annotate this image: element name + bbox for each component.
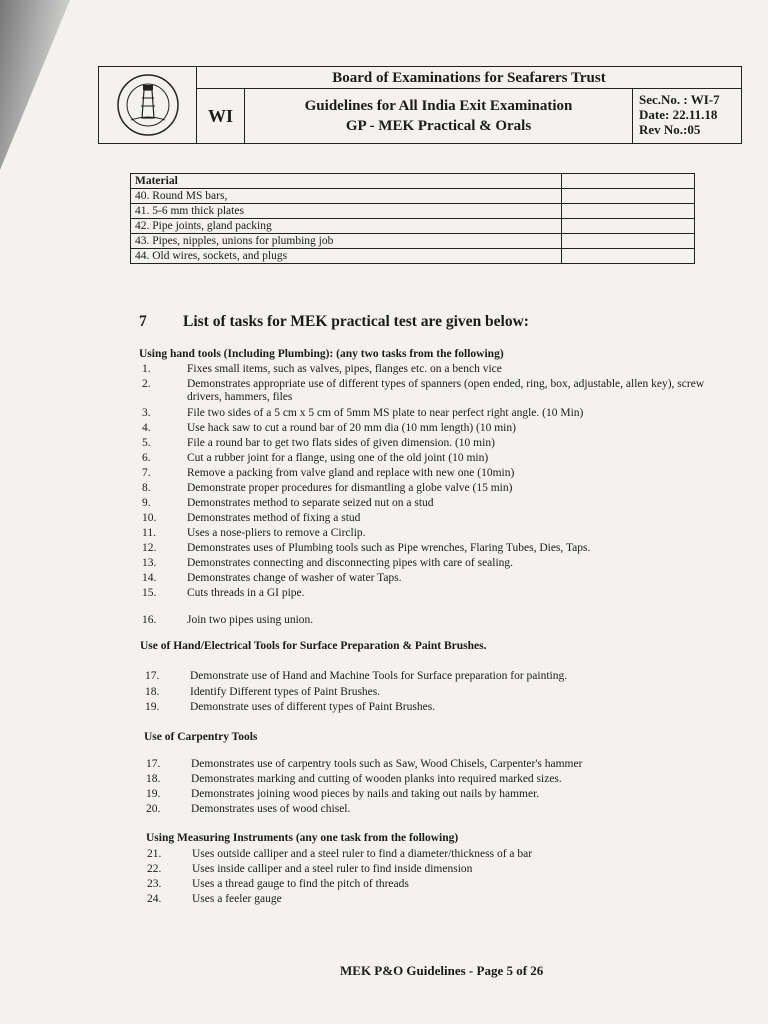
table-row	[131, 189, 695, 204]
item-number: 1.	[142, 363, 151, 375]
logo-cell	[99, 67, 197, 143]
item-number: 15.	[142, 587, 157, 599]
item-number: 7.	[142, 467, 151, 479]
item-text: Demonstrates appropriate use of different types of spanners (open ended, ring, box, adjustable, allen key), screw drivers, hammers, files	[187, 378, 705, 403]
section-number: Sec.No. : WI-7	[639, 92, 720, 107]
item-number: 24.	[147, 893, 162, 905]
revision-number: Rev No.:05	[639, 122, 701, 137]
item-number: 21.	[147, 848, 162, 860]
item-number: 8.	[142, 482, 151, 494]
item-number: 13.	[142, 557, 157, 569]
item-text: Demonstrates method of fixing a stud	[187, 512, 361, 524]
item-text: Cuts threads in a GI pipe.	[187, 587, 305, 599]
item-number: 18.	[146, 773, 161, 785]
item-text: Demonstrates uses of wood chisel.	[191, 803, 351, 815]
item-text: Demonstrates uses of Plumbing tools such as Pipe wrenches, Flaring Tubes, Dies, Taps.	[187, 542, 591, 554]
item-text: Demonstrates joining wood pieces by nails and taking out nails by hammer.	[191, 788, 540, 800]
document-date: Date: 22.11.18	[639, 107, 718, 122]
item-text: Demonstrate uses of different types of Paint Brushes.	[190, 701, 436, 713]
table-header-row	[131, 174, 695, 189]
doc-type: WI	[197, 89, 245, 143]
item-number: 4.	[142, 422, 151, 434]
item-text: Cut a rubber joint for a flange, using one of the old joint (10 min)	[187, 452, 489, 464]
group-heading-carpentry: Use of Carpentry Tools	[144, 731, 258, 743]
material-header: Material	[131, 174, 562, 189]
item-number: 12.	[142, 542, 157, 554]
item-number: 18.	[145, 686, 160, 698]
title-line-1: Guidelines for All India Exit Examination	[304, 98, 573, 114]
item-text: Demonstrates connecting and disconnecting pipes with care of sealing.	[187, 557, 514, 569]
table-row	[131, 249, 695, 264]
page-edge-shadow	[0, 0, 70, 170]
item-text: Demonstrates method to separate seized nut on a stud	[187, 497, 434, 509]
item-text: Identify Different types of Paint Brushes.	[190, 686, 381, 698]
item-number: 6.	[142, 452, 151, 464]
table-row	[131, 234, 695, 249]
document-title	[245, 89, 633, 143]
material-item: 41. 5-6 mm thick plates	[131, 204, 562, 219]
lighthouse-logo-icon	[115, 72, 181, 138]
item-text: Uses inside calliper and a steel ruler to find inside dimension	[192, 863, 473, 875]
page-footer: MEK P&O Guidelines - Page 5 of 26	[340, 963, 544, 978]
item-text: Demonstrates marking and cutting of wooden planks into required marked sizes.	[191, 773, 562, 785]
item-text: Uses a nose-pliers to remove a Circlip.	[187, 527, 366, 539]
table-row	[131, 219, 695, 234]
item-text: Uses a thread gauge to find the pitch of threads	[192, 878, 409, 890]
item-number: 19.	[145, 701, 160, 713]
title-line-2: GP - MEK Practical & Orals	[345, 118, 532, 134]
section-title: List of tasks for MEK practical test are given below:	[183, 313, 529, 330]
group-heading-measuring-instruments: Using Measuring Instruments (any one task from the following)	[146, 832, 459, 844]
group-heading-hand-tools: Using hand tools (Including Plumbing): (any two tasks from the following)	[139, 348, 504, 360]
item-number: 19.	[146, 788, 161, 800]
item-text: Demonstrates change of washer of water Taps.	[187, 572, 402, 584]
item-text: Uses outside calliper and a steel ruler to find a diameter/thickness of a bar	[192, 848, 533, 860]
item-text: Join two pipes using union.	[187, 614, 314, 626]
item-number: 9.	[142, 497, 151, 509]
document-meta	[633, 89, 741, 143]
material-item: 44. Old wires, sockets, and plugs	[131, 249, 562, 264]
section-number-label: 7	[139, 313, 147, 330]
item-number: 23.	[147, 878, 162, 890]
item-number: 5.	[142, 437, 151, 449]
group-heading-surface-preparation: Use of Hand/Electrical Tools for Surface Preparation & Paint Brushes.	[140, 640, 487, 652]
item-number: 3.	[142, 407, 151, 419]
item-number: 2.	[142, 378, 151, 390]
item-number: 10.	[142, 512, 157, 524]
material-item: 43. Pipes, nipples, unions for plumbing job	[131, 234, 562, 249]
item-number: 20.	[146, 803, 161, 815]
item-text: Uses a feeler gauge	[192, 893, 282, 905]
organization-name: Board of Examinations for Seafarers Trust	[197, 67, 741, 89]
item-text: Demonstrate use of Hand and Machine Tools for Surface preparation for painting.	[190, 670, 568, 682]
item-text: File two sides of a 5 cm x 5 cm of 5mm MS plate to near perfect right angle. (10 Min)	[187, 407, 584, 419]
item-text: Remove a packing from valve gland and replace with new one (10min)	[187, 467, 515, 479]
material-item: 40. Round MS bars,	[131, 189, 562, 204]
material-table	[130, 173, 695, 264]
item-text: Use hack saw to cut a round bar of 20 mm dia (10 mm length) (10 min)	[187, 422, 516, 434]
item-number: 16.	[142, 614, 157, 626]
document-header	[98, 66, 742, 144]
item-number: 11.	[142, 527, 156, 539]
table-row	[131, 204, 695, 219]
item-text: Demonstrate proper procedures for dismantling a globe valve (15 min)	[187, 482, 513, 494]
item-text: Fixes small items, such as valves, pipes, flanges etc. on a bench vice	[187, 363, 502, 375]
item-number: 17.	[146, 758, 161, 770]
item-number: 17.	[145, 670, 160, 682]
material-item: 42. Pipe joints, gland packing	[131, 219, 562, 234]
section-heading	[139, 313, 529, 331]
item-text: File a round bar to get two flats sides of given dimension. (10 min)	[187, 437, 495, 449]
item-text: Demonstrates use of carpentry tools such as Saw, Wood Chisels, Carpenter's hammer	[191, 758, 583, 770]
item-number: 14.	[142, 572, 157, 584]
item-number: 22.	[147, 863, 162, 875]
